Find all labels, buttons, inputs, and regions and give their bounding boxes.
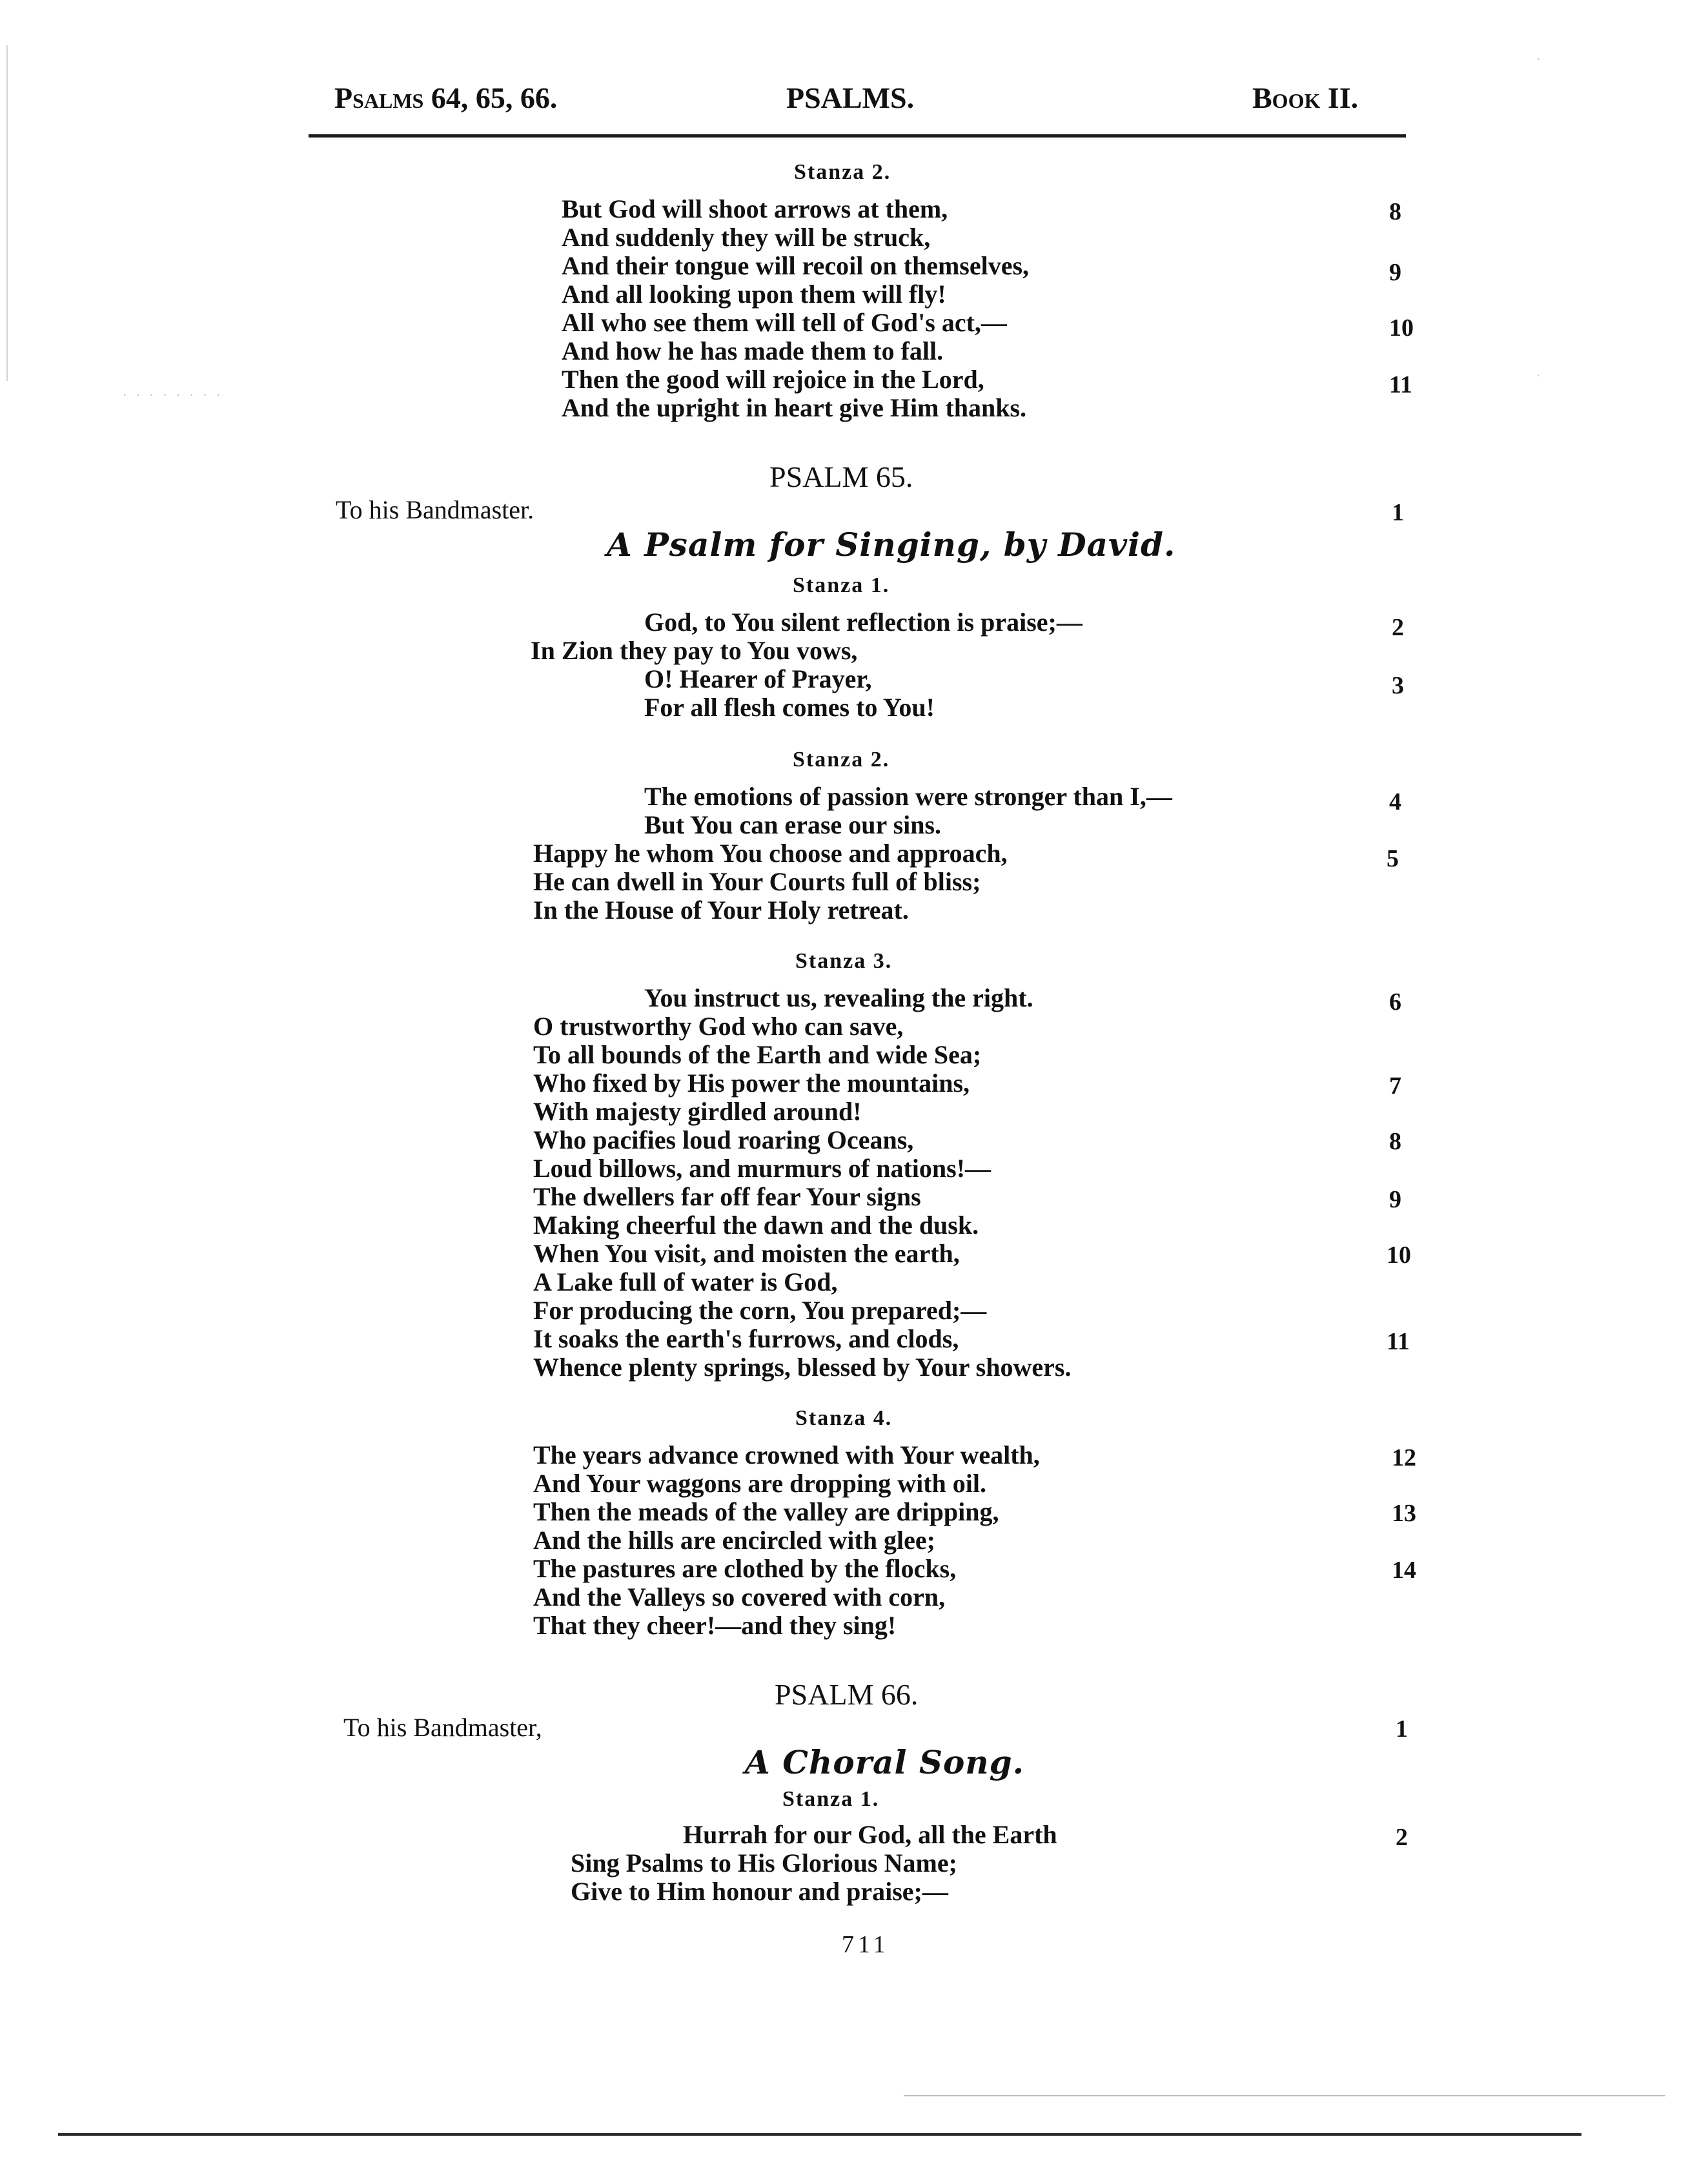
page-number: 711 — [842, 1931, 890, 1958]
verse-number: 14 — [1392, 1557, 1416, 1584]
verse-line: In Zion they pay to You vows, — [531, 636, 858, 665]
verse-number: 9 — [1389, 1186, 1401, 1213]
verse-line: The pastures are clothed by the flocks, — [533, 1554, 957, 1583]
verse-line: The years advance crowned with Your wealth, — [533, 1440, 1040, 1469]
verse-number: 4 — [1389, 788, 1401, 815]
verse-line: Then the meads of the valley are dripping, — [533, 1497, 999, 1526]
header-right: Book II. — [1252, 81, 1359, 114]
verse-line: And the upright in heart give Him thanks. — [562, 393, 1027, 422]
verse-number: 5 — [1387, 845, 1399, 872]
verse-number: 10 — [1389, 314, 1414, 342]
verse-number: 8 — [1389, 198, 1401, 225]
stanza-heading: Stanza 1. — [793, 573, 890, 597]
verse-line: Give to Him honour and praise;— — [571, 1877, 948, 1906]
verse-line: And how he has made them to fall. — [562, 336, 944, 365]
verse-line: Happy he whom You choose and approach, — [533, 839, 1008, 868]
scan-speckle: · · · · · · · · — [123, 387, 223, 403]
verse-line: Loud billows, and murmurs of nations!— — [533, 1154, 991, 1183]
header-center: PSALMS. — [786, 81, 915, 114]
verse-line: And Your waggons are dropping with oil. — [533, 1469, 987, 1498]
verse-line: O! Hearer of Prayer, — [644, 664, 872, 693]
superscription: To his Bandmaster, — [343, 1713, 542, 1742]
verse-line: A Lake full of water is God, — [533, 1267, 838, 1296]
verse-number: 7 — [1389, 1072, 1401, 1100]
verse-line: To all bounds of the Earth and wide Sea; — [533, 1040, 982, 1069]
verse-line: But You can erase our sins. — [644, 810, 942, 839]
verse-line: God, to You silent reflection is praise;— — [644, 608, 1083, 637]
verse-line: And all looking upon them will fly! — [562, 280, 946, 309]
scan-bottom-edge — [904, 2095, 1665, 2096]
verse-number: 8 — [1389, 1128, 1401, 1155]
verse-line: Hurrah for our God, all the Earth — [683, 1820, 1057, 1849]
verse-number: 13 — [1392, 1500, 1416, 1527]
verse-line: But God will shoot arrows at them, — [562, 194, 948, 223]
stanza-heading: Stanza 2. — [794, 160, 891, 184]
verse-line: Who pacifies loud roaring Oceans, — [533, 1125, 914, 1154]
verse-line: It soaks the earth's furrows, and clods, — [533, 1324, 959, 1353]
stanza-heading: Stanza 3. — [795, 949, 893, 973]
verse-line: Whence plenty springs, blessed by Your showers. — [533, 1353, 1072, 1382]
verse-line: And their tongue will recoil on themselves, — [562, 251, 1030, 280]
verse-line: The emotions of passion were stronger than I,— — [644, 782, 1172, 811]
verse-number: 2 — [1392, 614, 1404, 641]
verse-line: For producing the corn, You prepared;— — [533, 1296, 987, 1325]
header-left: Psalms 64, 65, 66. — [334, 81, 558, 114]
verse-line: O trustworthy God who can save, — [533, 1012, 904, 1041]
verse-line: When You visit, and moisten the earth, — [533, 1239, 960, 1268]
verse-line: And the Valleys so covered with corn, — [533, 1582, 946, 1611]
stanza-heading: Stanza 2. — [793, 748, 890, 772]
verse-number: 12 — [1392, 1444, 1416, 1471]
running-head — [0, 81, 1708, 132]
verse-line: That they cheer!—and they sing! — [533, 1611, 897, 1640]
verse-line: Making cheerful the dawn and the dusk. — [533, 1211, 979, 1240]
verse-line: You instruct us, revealing the right. — [644, 983, 1033, 1012]
verse-number: 11 — [1389, 371, 1412, 398]
scan-speckle: · — [1536, 368, 1543, 384]
psalm-subtitle: A Choral Song. — [745, 1743, 1025, 1781]
verse-line: With majesty girdled around! — [533, 1097, 862, 1126]
scan-bottom-rule — [58, 2133, 1581, 2136]
verse-line: The dwellers far off fear Your signs — [533, 1182, 921, 1211]
superscription: To his Bandmaster. — [336, 495, 534, 524]
psalm-title: PSALM 65. — [769, 460, 913, 493]
psalm-subtitle: A Psalm for Singing, by David. — [607, 526, 1176, 564]
verse-line: And suddenly they will be struck, — [562, 223, 931, 252]
psalm-title: PSALM 66. — [775, 1678, 919, 1711]
verse-number: 3 — [1392, 672, 1404, 699]
verse-line: All who see them will tell of God's act,— — [562, 308, 1007, 337]
verse-line: For all flesh comes to You! — [644, 693, 935, 722]
verse-number: 1 — [1396, 1715, 1408, 1743]
scan-speckle: · — [1536, 52, 1543, 67]
verse-number: 11 — [1387, 1328, 1410, 1355]
verse-line: And the hills are encircled with glee; — [533, 1526, 935, 1555]
verse-line: He can dwell in Your Courts full of bliss; — [533, 867, 981, 896]
stanza-heading: Stanza 1. — [782, 1787, 880, 1811]
verse-line: Then the good will rejoice in the Lord, — [562, 365, 984, 394]
verse-number: 1 — [1392, 499, 1404, 526]
verse-number: 2 — [1396, 1824, 1408, 1851]
verse-number: 10 — [1387, 1242, 1411, 1269]
verse-line: In the House of Your Holy retreat. — [533, 895, 909, 925]
header-rule — [309, 134, 1406, 138]
stanza-heading: Stanza 4. — [795, 1406, 893, 1430]
verse-number: 9 — [1389, 259, 1401, 286]
verse-number: 6 — [1389, 988, 1401, 1016]
verse-line: Who fixed by His power the mountains, — [533, 1069, 970, 1098]
verse-line: Sing Psalms to His Glorious Name; — [571, 1848, 957, 1877]
